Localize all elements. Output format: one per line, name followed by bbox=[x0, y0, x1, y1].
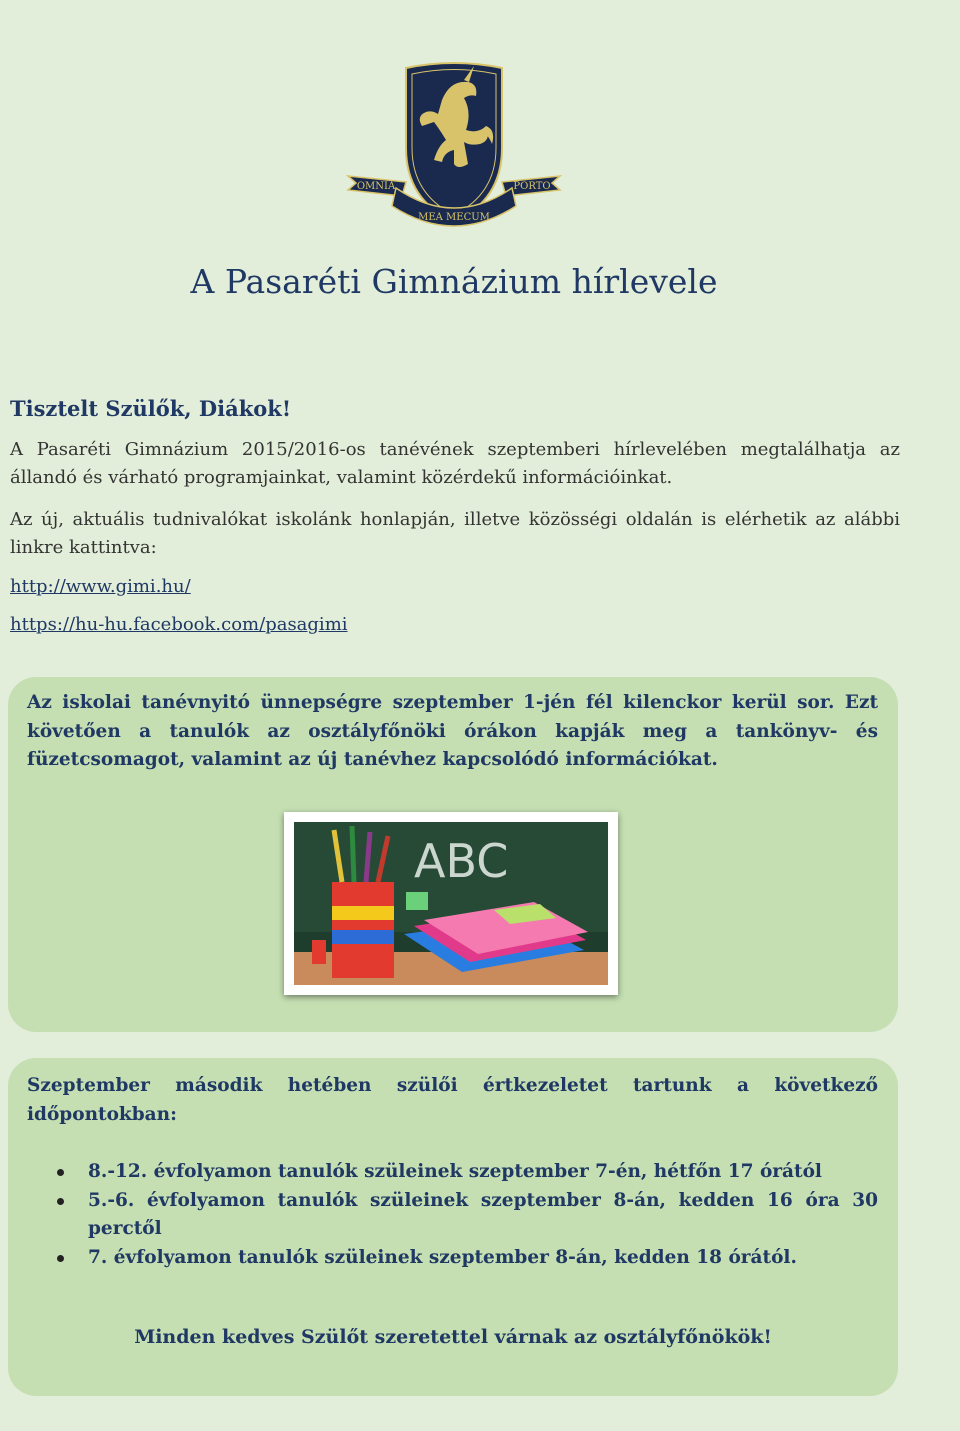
bullet-icon bbox=[57, 1198, 64, 1205]
parent-meetings-box bbox=[8, 1058, 898, 1396]
website-link[interactable]: http://www.gimi.hu/ bbox=[10, 576, 191, 597]
parent-meetings-intro: Szeptember második hetében szülői értkezeletet tartunk a következő időpontokban: bbox=[27, 1075, 878, 1125]
school-crest-logo bbox=[346, 60, 562, 235]
links-intro-paragraph: Az új, aktuális tudnivalókat iskolánk honlapján, illetve közösségi oldalán is elérhetik az alábbi linkre kattintva: bbox=[10, 509, 900, 558]
list-item: 5.-6. évfolyamon tanulók szüleinek szeptember 8-án, kedden 16 óra 30 perctől bbox=[27, 1187, 878, 1244]
newsletter-title: A Pasaréti Gimnázium hírlevele bbox=[190, 262, 718, 301]
list-item: 7. évfolyamon tanulók szüleinek szeptember 8-án, kedden 18 órától. bbox=[27, 1244, 878, 1273]
facebook-link[interactable]: https://hu-hu.facebook.com/pasagimi bbox=[10, 614, 348, 635]
crest-motto-right: PORTO bbox=[513, 181, 551, 192]
school-opening-text: Az iskolai tanévnyitó ünnepségre szeptember 1-jén fél kilenckor kerül sor. Ezt követően a tanulók az osztályfőnöki órákon kapják meg a tankönyv- és füzetcsomagot, valamint az új tanévhez kapcsolódó információkat. bbox=[27, 692, 878, 770]
closing-line: Minden kedves Szülőt szeretettel várnak az osztályfőnökök! bbox=[134, 1326, 772, 1348]
chalkboard-abc: ABC bbox=[414, 834, 509, 888]
list-item: 8.-12. évfolyamon tanulók szüleinek szeptember 7-én, hétfőn 17 órától bbox=[27, 1158, 878, 1187]
crest-motto-left: OMNIA bbox=[356, 181, 396, 192]
school-opening-box bbox=[8, 677, 898, 1032]
school-supplies-photo bbox=[284, 812, 618, 995]
bullet-icon bbox=[57, 1255, 64, 1262]
bullet-icon bbox=[57, 1169, 64, 1176]
meeting-schedule-list bbox=[27, 1158, 878, 1272]
crest-motto-center: MEA MECUM bbox=[418, 212, 490, 223]
intro-paragraph: A Pasaréti Gimnázium 2015/2016-os tanévének szeptemberi hírlevelében megtalálhatja az állandó és várható programjainkat, valamint közérdekű információinkat. bbox=[10, 439, 900, 488]
greeting: Tisztelt Szülők, Diákok! bbox=[10, 396, 292, 421]
